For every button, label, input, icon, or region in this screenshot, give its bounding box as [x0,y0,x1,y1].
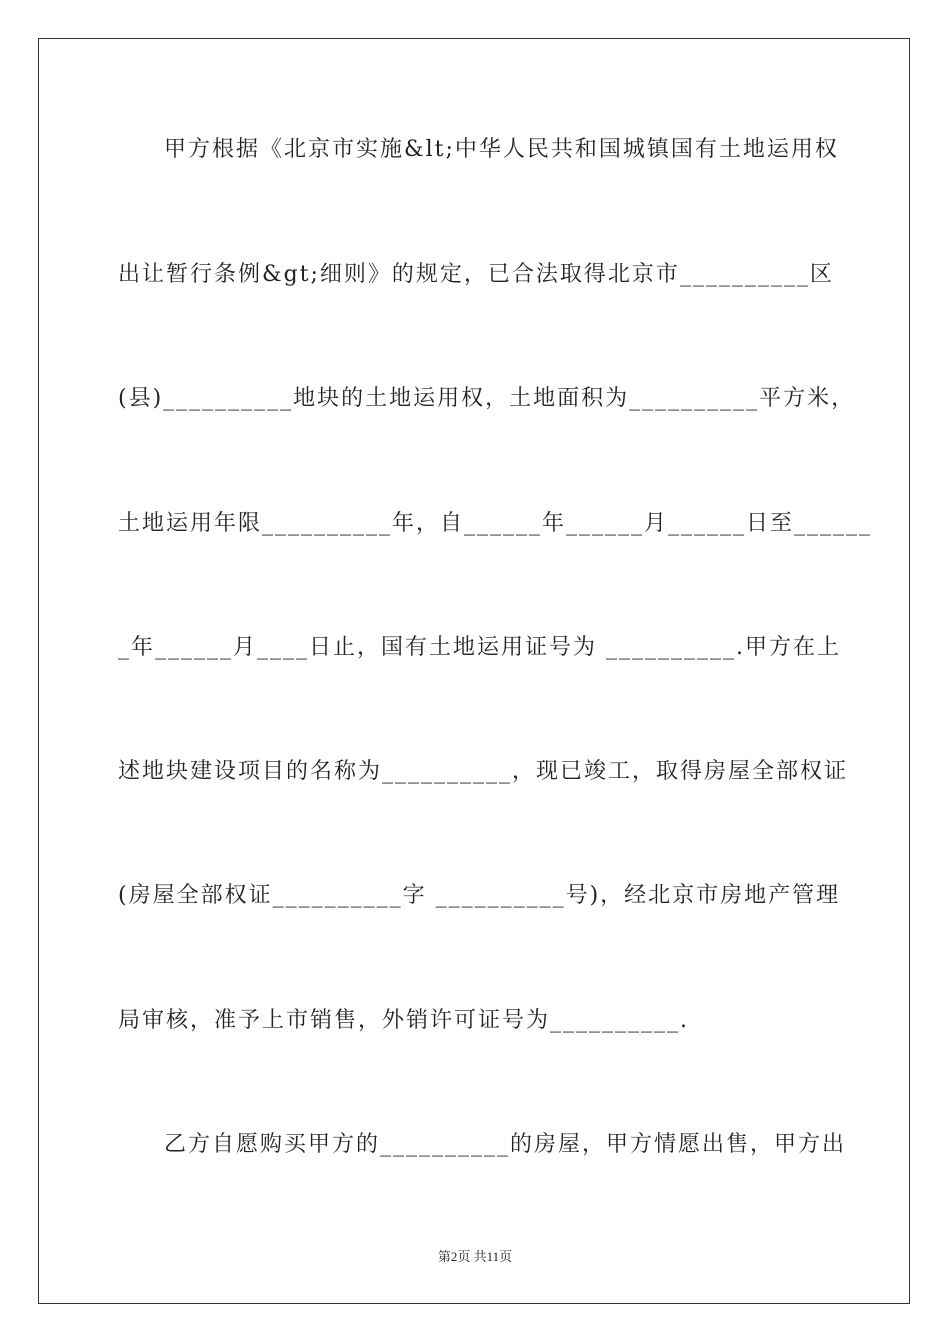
page-number-footer: 第2页 共11页 [437,1249,513,1264]
paragraph-1-line-6: 述地块建设项目的名称为__________，现已竣工，取得房屋全部权证 [118,759,849,784]
paragraph-2-line-1: 乙方自愿购买甲方的__________的房屋，甲方情愿出售，甲方出 [164,1132,847,1157]
paragraph-1-line-5: _年______月____日止，国有土地运用证号为 __________.甲方在上 [118,635,841,660]
paragraph-1-line-2: 出让暂行条例&gt;细则》的规定，已合法取得北京市__________区 [118,262,834,287]
paragraph-1-line-3: (县)__________地块的土地运用权，土地面积为__________平方米， [118,386,856,411]
page-border [38,38,910,1304]
paragraph-1-line-7: (房屋全部权证__________字 __________号)，经北京市房地产管理 [118,883,841,908]
paragraph-1-line-8: 局审核，准予上市销售，外销许可证号为__________. [118,1008,689,1033]
paragraph-1-line-4: 土地运用年限__________年，自______年______月______日至______ [118,511,873,536]
paragraph-1-line-1: 甲方根据《北京市实施&lt;中华人民共和国城镇国有土地运用权 [164,137,839,162]
